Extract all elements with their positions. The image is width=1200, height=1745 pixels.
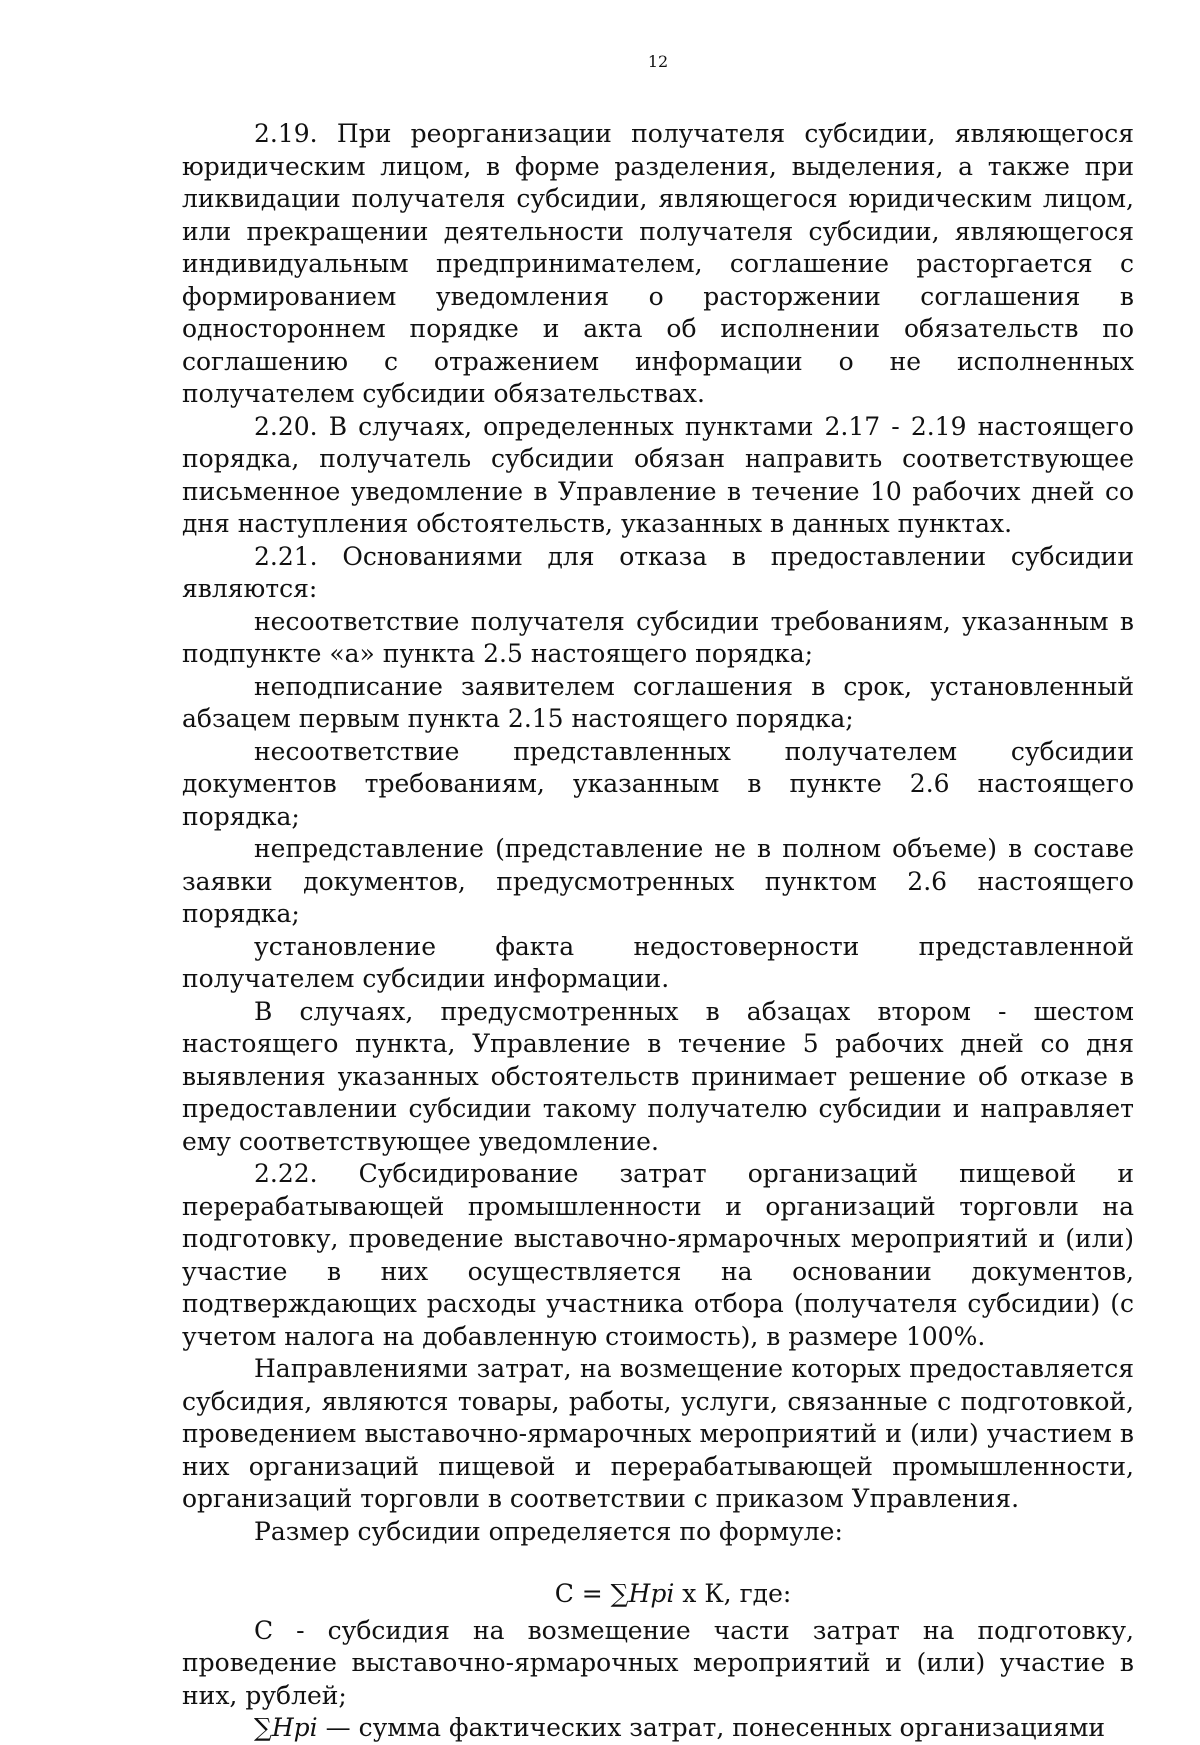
formula-intro: Размер субсидии определяется по формуле:	[254, 1516, 843, 1546]
definition-c: С - субсидия на возмещение части затрат на подготовку, проведение выставочно-ярмарочных мероприятий и (или) участие в них, рублей;	[182, 1615, 1134, 1710]
cost-directions: Направлениями затрат, на возмещение которых предоставляется субсидия, являются товары, работы, услуги, связанные с подготовкой, проведением выставочно-ярмарочных мероприятий и (или) участием в них организаций пищевой и перерабатывающей промышленности, организаций торговли в соответствии с приказом Управления.	[182, 1354, 1134, 1513]
refusal-ground-2: неподписание заявителем соглашения в срок, установленный абзацем первым пункта 2.15 настоящего порядка;	[182, 671, 1134, 733]
definition-sum-hpi	[182, 1712, 1134, 1745]
definition-sum-symbol: ∑	[254, 1713, 272, 1742]
refusal-ground-1: несоответствие получателя субсидии требованиям, указанным в подпункте «а» пункта 2.5 настоящего порядка;	[182, 606, 1134, 668]
refusal-procedure: В случаях, предусмотренных в абзацах втором - шестом настоящего пункта, Управление в течение 5 рабочих дней со дня выявления указанных обстоятельств принимает решение об отказе в предоставлении субсидии такому получателю субсидии и направляет ему соответствующее уведомление.	[182, 996, 1134, 1156]
paragraph-2-19: 2.19. При реорганизации получателя субсидии, являющегося юридическим лицом, в форме разделения, выделения, а также при ликвидации получателя субсидии, являющегося юридическим лицом, или прекращении деятельности получателя субсидии, являющегося индивидуальным предпринимателем, соглашение расторгается с формированием уведомления о расторжении соглашения в одностороннем порядке и акта об исполнении обязательств по соглашению с отражением информации о не исполненных получателем субсидии обязательствах.	[182, 119, 1134, 408]
subsidy-formula	[182, 1578, 1134, 1611]
paragraph-2-20: 2.20. В случаях, определенных пунктами 2.17 - 2.19 настоящего порядка, получатель субсидии обязан направить соответствующее письменное уведомление в Управление в течение 10 рабочих дней со дня наступления обстоятельств, указанных в данных пунктах.	[182, 411, 1134, 538]
formula-lhs: С =	[554, 1579, 611, 1608]
paragraph-2-22: 2.22. Субсидирование затрат организаций пищевой и перерабатывающей промышленности и организаций торговли на подготовку, проведение выставочно-ярмарочных мероприятий и (или) участие в них осуществляется на основании документов, подтверждающих расходы участника отбора (получателя субсидии) (с учетом налога на добавленную стоимость), в размере 100%.	[182, 1159, 1134, 1351]
page-number: 12	[647, 52, 669, 71]
definition-text: — сумма фактических затрат, понесенных организациями	[317, 1713, 1106, 1742]
refusal-ground-4: непредставление (представление не в полном объеме) в составе заявки документов, предусмотренных пунктом 2.6 настоящего порядка;	[182, 834, 1134, 928]
refusal-ground-5: установление факта недостоверности представленной получателем субсидии информации.	[182, 931, 1134, 993]
sum-symbol: ∑	[610, 1579, 629, 1608]
formula-variable: Hpi	[628, 1579, 675, 1608]
formula-rhs: х К, где:	[674, 1579, 792, 1608]
refusal-ground-3: несоответствие представленных получателем субсидии документов требованиям, указанным в пункте 2.6 настоящего порядка;	[182, 736, 1134, 831]
definition-variable: Hpi	[271, 1713, 318, 1742]
paragraph-2-21-intro: 2.21. Основаниями для отказа в предоставлении субсидии являются:	[182, 541, 1134, 603]
